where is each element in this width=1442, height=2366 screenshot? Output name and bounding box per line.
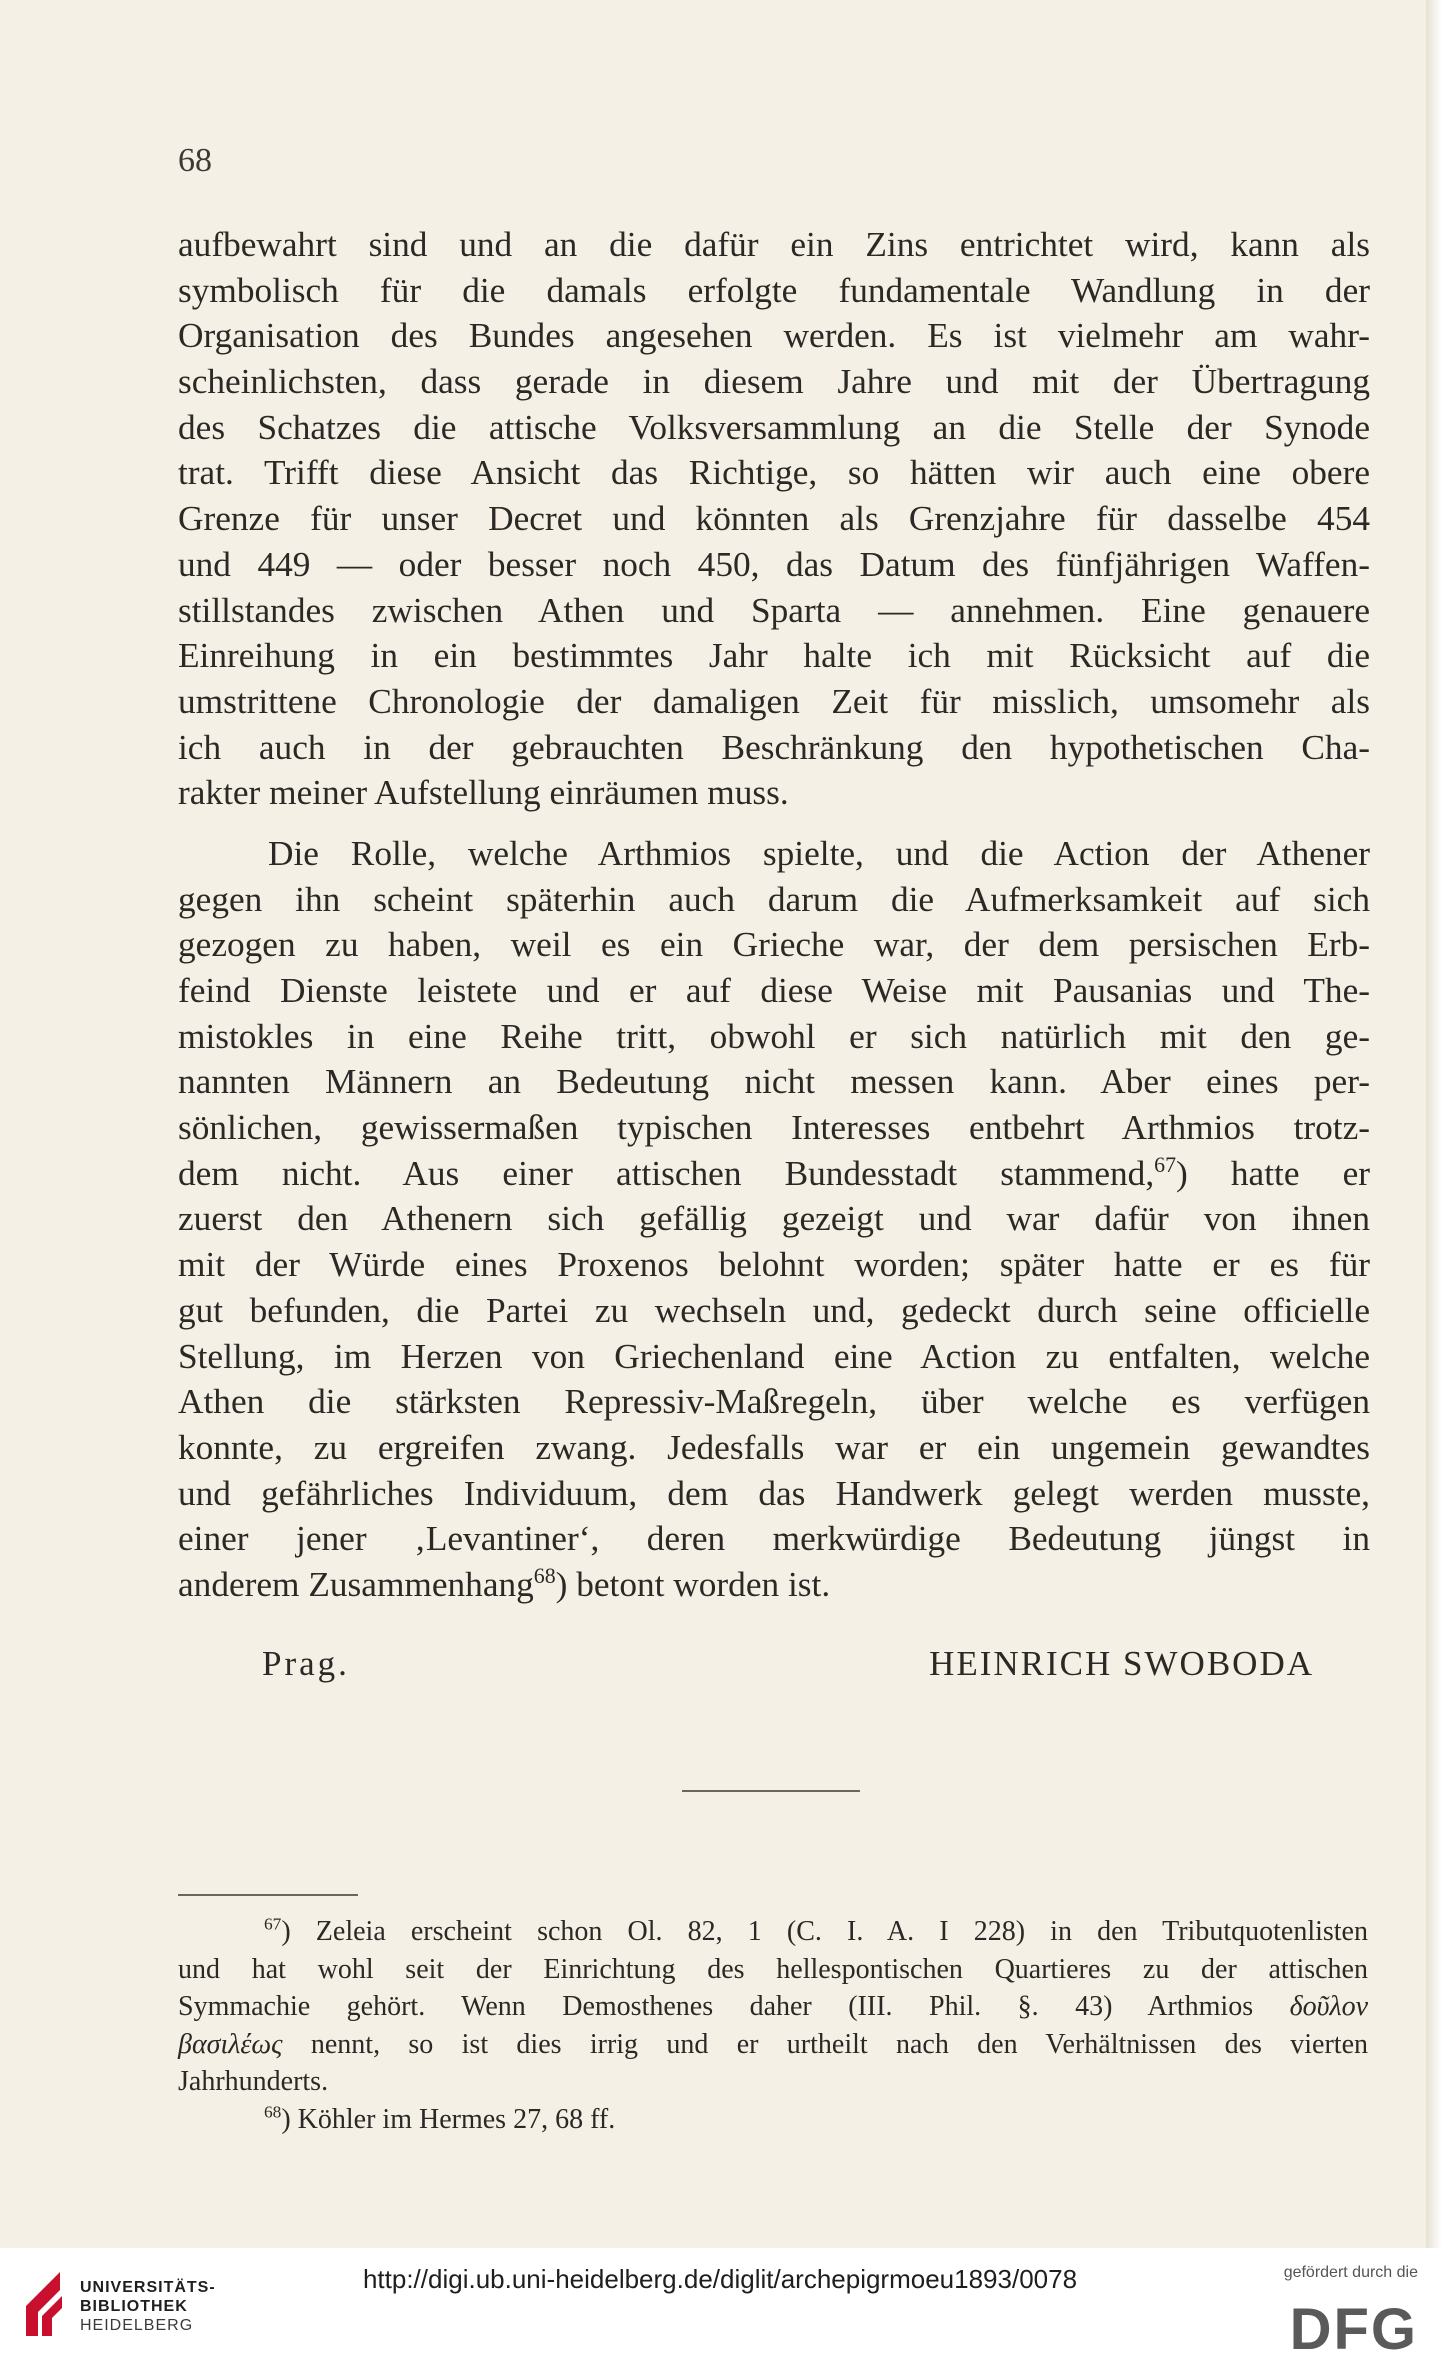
footnote-67-line [178,2026,1368,2064]
text-line: Einreihung in ein bestimmtes Jahr halte ich mit Rücksicht auf die [178,636,1370,676]
dfg-logo[interactable]: DFG [1289,2297,1418,2362]
text-line: mit der Würde eines Proxenos belohnt worden; später hatte er es für [178,1245,1370,1285]
text-segment: nennt, so ist dies irrig und er urtheilt nach den Verhältnissen des vierten [310,2028,1369,2060]
text-line: trat. Trifft diese Ansicht das Richtige, so hätten wir auch eine obere [178,453,1370,493]
text-line: gezogen zu haben, weil es ein Grieche war, der dem persischen Erb- [178,925,1370,965]
text-line: Stellung, im Herzen von Griechenland eine Action zu entfalten, welche [178,1336,1370,1376]
permalink-url[interactable]: http://digi.ub.uni-heidelberg.de/diglit/archepigrmoeu1893/0078 [362,2264,1078,2294]
sponsor-text: gefördert durch die [1283,2264,1418,2281]
footnote-67-line: und hat wohl seit der Einrichtung des hellespontischen Quartieres zu der attischen [178,1953,1368,1985]
footnote-68-line [178,2101,1368,2139]
footnote-marker-67: 67 [264,1914,282,1934]
text-line: zuerst den Athenern sich gefällig gezeigt und war dafür von ihnen [178,1199,1370,1239]
signature-author: HEINRICH SWOBODA [929,1644,1314,1683]
footnotes [178,1913,1368,2139]
text-segment: dem nicht. Aus einer attischen Bundesstadt stammend, [178,1153,1155,1193]
library-name-line: UNIVERSITÄTS- [80,2279,216,2296]
text-line [178,1151,1370,1197]
text-segment: ) hatte er [1176,1153,1370,1193]
text-line [178,1562,1370,1608]
text-line: ich auch in der gebrauchten Beschränkung den hypothetischen Cha- [178,727,1370,767]
text-line: umstrittene Chronologie der damaligen Zeit für misslich, umsomehr als [178,681,1370,721]
text-segment: ) Zeleia erscheint schon Ol. 82, 1 (C. I. A. I 228) in den Tributquotenlisten [281,1916,1368,1947]
text-line: Organisation des Bundes angesehen werden. Es ist vielmehr am wahr- [178,316,1370,356]
footnote-divider [178,1894,358,1896]
text-line: und 449 — oder besser noch 450, das Datum des fünfjährigen Waffen- [178,544,1370,584]
text-line: Grenze für unser Decret und könnten als Grenzjahre für dasselbe 454 [178,499,1370,539]
text-line: rakter meiner Aufstellung einräumen muss. [178,773,789,813]
paragraph-1 [178,222,1370,816]
text-line: aufbewahrt sind und an die dafür ein Zins entrichtet wird, kann als [178,225,1370,264]
text-line: scheinlichsten, dass gerade in diesem Jahre und mit der Übertragung [178,362,1370,402]
footnote-ref-68[interactable]: 68 [533,1564,556,1589]
text-line: nannten Männern an Bedeutung nicht messen kann. Aber eines per- [178,1062,1370,1102]
university-library-logo-icon [16,2268,66,2340]
page-number: 68 [178,142,212,179]
text-segment: ) betont worden ist. [555,1564,831,1604]
signature-place: Prag. [262,1644,350,1683]
library-name[interactable] [80,2278,216,2335]
footnote-67-line [178,1988,1368,2026]
text-line: gut befunden, die Partei zu wechseln und, gedeckt durch seine officielle [178,1290,1370,1330]
text-segment: ) Köhler im Hermes 27, 68 ff. [281,2103,616,2135]
text-line: feind Dienste leistete und er auf diese Weise mit Pausanias und The- [178,971,1370,1010]
library-name-line: HEIDELBERG [80,2317,194,2334]
greek-word: δοῦλον [1289,1991,1369,2023]
text-line: sönlichen, gewissermaßen typischen Interesses entbehrt Arthmios trotz- [178,1108,1370,1148]
footnote-ref-67[interactable]: 67 [1154,1152,1177,1177]
section-divider [682,1790,860,1792]
text-line: Die Rolle, welche Arthmios spielte, und die Action der Athener [268,833,1370,873]
greek-word: βασιλέως [178,2028,283,2060]
main-text [178,222,1370,1608]
text-line: des Schatzes die attische Volksversammlung an die Stelle der Synode [178,407,1370,447]
text-segment: Symmachie gehört. Wenn Demosthenes daher (III. Phil. §. 43) Arthmios [178,1991,1254,2023]
text-line: symbolisch für die damals erfolgte fundamentale Wandlung in der [178,270,1370,310]
text-line: mistokles in eine Reihe tritt, obwohl er sich natürlich mit den ge- [178,1016,1370,1056]
footnote-67-line [178,1913,1368,1951]
text-line: und gefährliches Individuum, dem das Handwerk gelegt werden musste, [178,1473,1370,1513]
text-line: einer jener ‚Levantiner‘, deren merkwürdige Bedeutung jüngst in [178,1519,1370,1559]
footnote-67-line: Jahrhunderts. [178,2066,329,2098]
footnote-marker-68: 68 [264,2102,282,2122]
text-line: gegen ihn scheint späterhin auch darum die Aufmerksamkeit auf sich [178,879,1370,919]
page-edge [1426,0,1442,2248]
text-line: konnte, zu ergreifen zwang. Jedesfalls war er ein ungemein gewandtes [178,1427,1370,1467]
text-segment: anderem Zusammenhang [178,1564,534,1604]
library-name-line: BIBLIOTHEK [80,2298,188,2315]
text-line: Athen die stärksten Repressiv-Maßregeln, über welche es verfügen [178,1382,1370,1422]
paragraph-2 [178,831,1370,1608]
text-line: stillstandes zwischen Athen und Sparta — annehmen. Eine genauere [178,590,1370,630]
